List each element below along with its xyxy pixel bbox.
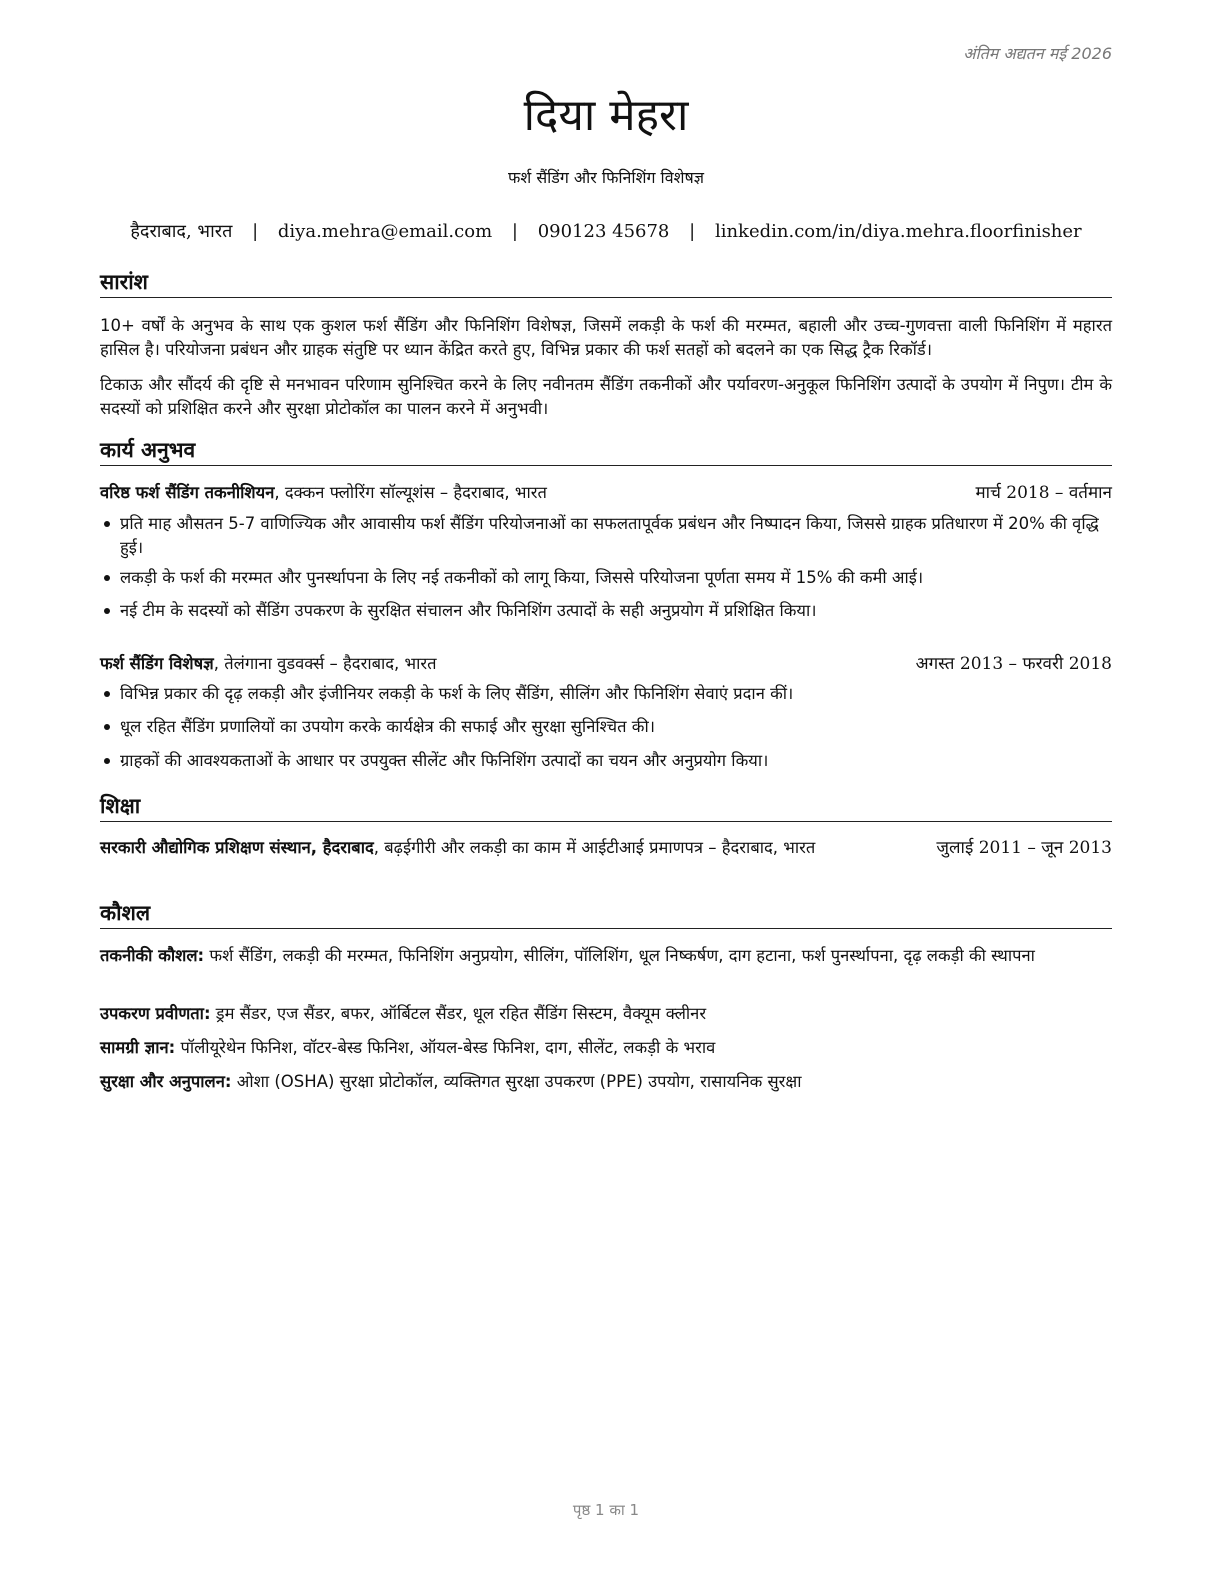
section-heading-experience: कार्य अनुभव <box>100 436 1112 466</box>
skill-value: फर्श सैंडिंग, लकड़ी की मरम्मत, फिनिशिंग अनुप्रयोग, सीलिंग, पॉलिशिंग, धूल निष्कर्षण, दाग हटाना, फर्श पुनर्स्थापना, दृढ़ लकड़ी की स्थापना <box>204 946 1035 965</box>
contact-location: हैदराबाद, भारत <box>130 221 233 242</box>
job-header <box>100 481 1112 505</box>
contact-email[interactable]: diya.mehra@email.com <box>277 221 493 242</box>
contact-separator: | <box>689 221 696 242</box>
skill-label: सुरक्षा और अनुपालन: <box>100 1072 232 1091</box>
skill-value: पॉलीयूरेथेन फिनिश, वॉटर-बेस्ड फिनिश, ऑयल-बेस्ड फिनिश, दाग, सीलेंट, लकड़ी के भराव <box>175 1038 716 1057</box>
skill-line <box>100 944 1112 968</box>
skill-label: तकनीकी कौशल: <box>100 946 205 965</box>
candidate-name: दिया मेहरा <box>523 90 689 141</box>
education-dates: जुलाई 2011 – जून 2013 <box>936 838 1112 858</box>
job-bullet: प्रति माह औसतन 5-7 वाणिज्यिक और आवासीय फर्श सैंडिंग परियोजनाओं का सफलतापूर्वक प्रबंधन और निष्पादन किया, जिससे ग्राहक प्रतिधारण में 20% की वृद्धि हुई। <box>100 512 1112 560</box>
education-detail: , बढ़ईगीरी और लकड़ी का काम में आईटीआई प्रमाणपत्र – हैदराबाद, भारत <box>373 838 816 857</box>
contact-separator: | <box>252 221 259 242</box>
contact-line <box>100 218 1112 246</box>
job-dates: अगस्त 2013 – फरवरी 2018 <box>915 654 1112 674</box>
summary-paragraph: 10+ वर्षों के अनुभव के साथ एक कुशल फर्श सैंडिंग और फिनिशिंग विशेषज्ञ, जिसमें लकड़ी के फर्श की मरम्मत, बहाली और उच्च-गुणवत्ता वाली फिनिशिंग में महारत हासिल है। परियोजना प्रबंधन और ग्राहक संतुष्टि पर ध्यान केंद्रित करते हुए, विभिन्न प्रकार की फर्श सतहों को बदलने का एक सिद्ध ट्रैक रिकॉर्ड। <box>100 316 1112 359</box>
section-heading-education: शिक्षा <box>100 792 1112 822</box>
contact-linkedin[interactable]: linkedin.com/in/diya.mehra.floorfinisher <box>714 221 1082 242</box>
skill-label: उपकरण प्रवीणता: <box>100 1004 211 1023</box>
job-org: , तेलंगाना वुडवर्क्स – हैदराबाद, भारत <box>213 654 437 673</box>
skill-line <box>100 1036 1112 1060</box>
job-header <box>100 652 1112 676</box>
summary-paragraph: टिकाऊ और सौंदर्य की दृष्टि से मनभावन परिणाम सुनिश्चित करने के लिए नवीनतम सैंडिंग तकनीकों और पर्यावरण-अनुकूल फिनिशिंग उत्पादों के उपयोग में निपुण। टीम के सदस्यों को प्रशिक्षित करने और सुरक्षा प्रोटोकॉल का पालन करने में अनुभवी। <box>100 375 1112 418</box>
skill-label: सामग्री ज्ञान: <box>100 1038 176 1057</box>
education-institution: सरकारी औद्योगिक प्रशिक्षण संस्थान, हैदराबाद <box>100 838 374 857</box>
job-role: फर्श सैंडिंग विशेषज्ञ <box>100 654 214 673</box>
job-bullet: धूल रहित सैंडिंग प्रणालियों का उपयोग करके कार्यक्षेत्र की सफाई और सुरक्षा सुनिश्चित की। <box>100 715 1112 739</box>
section-heading-skills: कौशल <box>100 899 1112 929</box>
job-bullet: ग्राहकों की आवश्यकताओं के आधार पर उपयुक्त सीलेंट और फिनिशिंग उत्पादों का चयन और अनुप्रयोग किया। <box>100 749 1112 773</box>
page-number: पृष्ठ 1 का 1 <box>572 1501 640 1519</box>
job-role: वरिष्ठ फर्श सैंडिंग तकनीशियन <box>100 483 275 502</box>
skill-value: ड्रम सैंडर, एज सैंडर, बफर, ऑर्बिटल सैंडर, धूल रहित सैंडिंग सिस्टम, वैक्यूम क्लीनर <box>210 1004 707 1023</box>
job-dates: मार्च 2018 – वर्तमान <box>975 483 1112 503</box>
skill-line <box>100 1070 1112 1094</box>
contact-separator: | <box>511 221 518 242</box>
skill-value: ओशा (OSHA) सुरक्षा प्रोटोकॉल, व्यक्तिगत सुरक्षा उपकरण (PPE) उपयोग, रासायनिक सुरक्षा <box>231 1072 802 1091</box>
job-bullet: लकड़ी के फर्श की मरम्मत और पुनर्स्थापना के लिए नई तकनीकों को लागू किया, जिससे परियोजना पूर्णता समय में 15% की कमी आई। <box>100 566 1112 590</box>
job-bullet: विभिन्न प्रकार की दृढ़ लकड़ी और इंजीनियर लकड़ी के फर्श के लिए सैंडिंग, सीलिंग और फिनिशिंग सेवाएं प्रदान कीं। <box>100 682 1112 706</box>
job-org: , दक्कन फ्लोरिंग सॉल्यूशंस – हैदराबाद, भारत <box>274 483 547 502</box>
job-bullet: नई टीम के सदस्यों को सैंडिंग उपकरण के सुरक्षित संचालन और फिनिशिंग उत्पादों के सही अनुप्रयोग में प्रशिक्षित किया। <box>100 599 1112 623</box>
education-entry <box>100 836 1112 860</box>
candidate-title: फर्श सैंडिंग और फिनिशिंग विशेषज्ञ <box>508 168 704 187</box>
last-updated: अंतिम अद्यतन मई 2026 <box>963 44 1112 63</box>
contact-phone: 090123 45678 <box>537 221 670 242</box>
resume-page <box>100 0 1112 1584</box>
section-heading-summary: सारांश <box>100 268 1112 298</box>
skill-line <box>100 1002 1112 1026</box>
